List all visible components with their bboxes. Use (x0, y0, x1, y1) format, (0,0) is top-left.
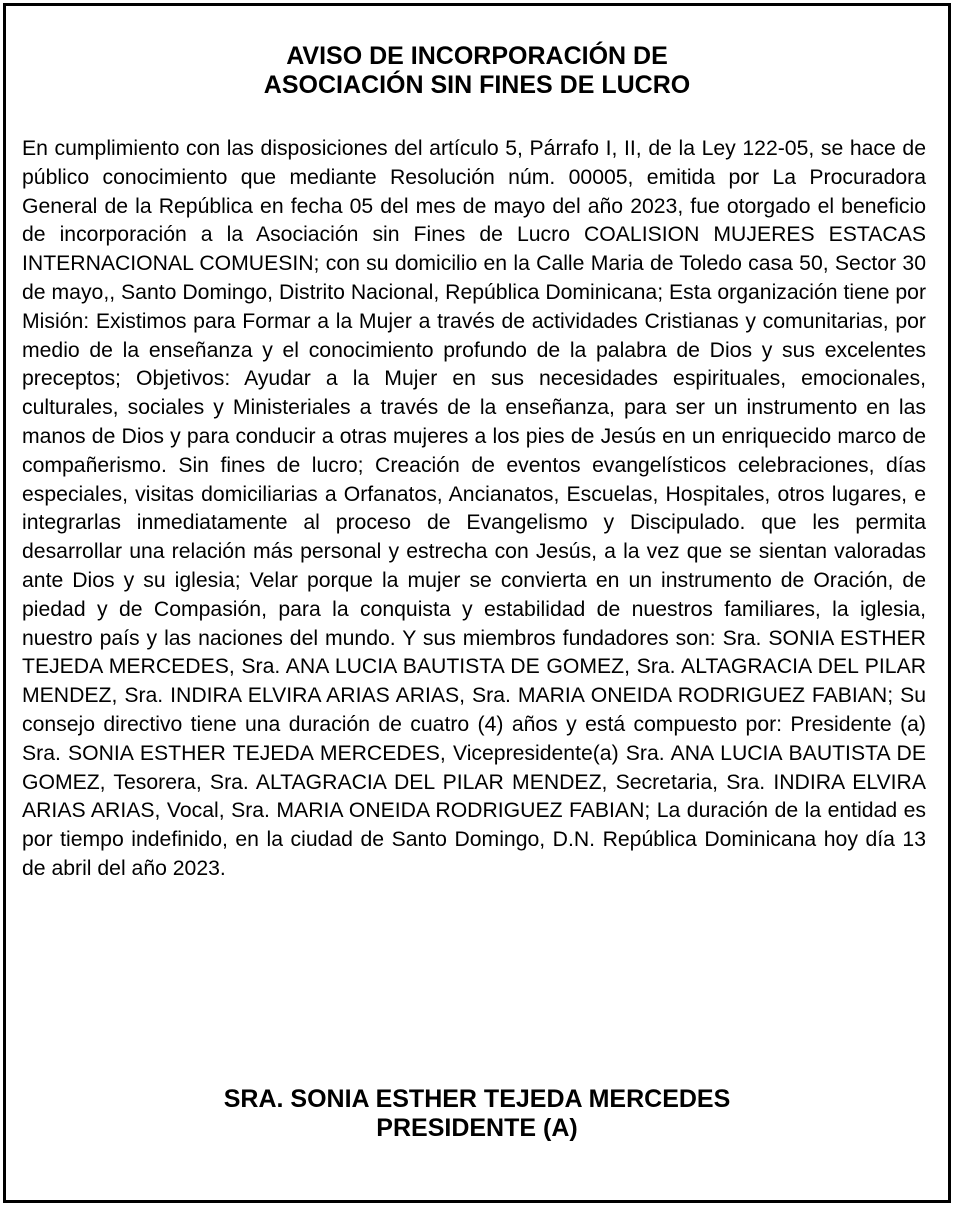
signature-role: PRESIDENTE (A) (376, 1114, 578, 1142)
notice-title-line-1: AVISO DE INCORPORACIÓN DE (286, 42, 668, 70)
notice-body: En cumplimiento con las disposiciones del artículo 5, Párrafo I, II, de la Ley 122-05, se hace de público conocimiento que mediante Resolución núm. 00005, emitida por La Procuradora General de la República en fecha 05 del mes de mayo del año 2023, fue otorgado el beneficio de incorporación a la Asociación sin Fines de Lucro COALISION MUJERES ESTACAS INTERNACIONAL COMUESIN; con su domicilio en la Calle Maria de Toledo casa 50, Sector 30 de mayo,, Santo Domingo, Distrito Nacional, República Dominicana; Esta organización tiene por Misión: Existimos para Formar a la Mujer a través de actividades Cristianas y comunitarias, por medio de la enseñanza y el conocimiento profundo de la palabra de Dios y sus excelentes preceptos; Objetivos: Ayudar a la Mujer en sus necesidades espirituales, emocionales, culturales, sociales y Ministeriales a través de la enseñanza, para ser un instrumento en las manos de Dios y para conducir a otras mujeres a los pies de Jesús en un enriquecido marco de compañerismo. Sin fines de lucro; Creación de eventos evangelísticos celebraciones, días especiales, visitas domiciliarias a Orfanatos, Ancianatos, Escuelas, Hospitales, otros lugares, e integrarlas inmediatamente al proceso de Evangelismo y Discipulado. que les permita desarrollar una relación más personal y estrecha con Jesús, a la vez que se sientan valoradas ante Dios y su iglesia; Velar porque la mujer se convierta en un instrumento de Oración, de piedad y de Compasión, para la conquista y estabilidad de nuestros familiares, la iglesia, nuestro país y las naciones del mundo. Y sus miembros fundadores son: Sra. SONIA ESTHER TEJEDA MERCEDES, Sra. ANA LUCIA BAUTISTA DE GOMEZ, Sra. ALTAGRACIA DEL PILAR MENDEZ, Sra. INDIRA ELVIRA ARIAS ARIAS, Sra. MARIA ONEIDA RODRIGUEZ FABIAN; Su consejo directivo tiene una duración de cuatro (4) años y está compuesto por: Presidente (a) Sra. SONIA ESTHER TEJEDA MERCEDES, Vicepresidente(a) Sra. ANA LUCIA BAUTISTA DE GOMEZ, Tesorera, Sra. ALTAGRACIA DEL PILAR MENDEZ, Secretaria, Sra. INDIRA ELVIRA ARIAS ARIAS, Vocal, Sra. MARIA ONEIDA RODRIGUEZ FABIAN; La duración de la entidad es por tiempo indefinido, en la ciudad de Santo Domingo, D.N. República Dominicana hoy día 13 de abril del año 2023. (22, 137, 926, 880)
notice-title (0, 42, 954, 100)
signature-name: SRA. SONIA ESTHER TEJEDA MERCEDES (223, 1085, 731, 1113)
notice-title-line-2: ASOCIACIÓN SIN FINES DE LUCRO (263, 71, 691, 99)
signature-block (0, 1085, 954, 1143)
